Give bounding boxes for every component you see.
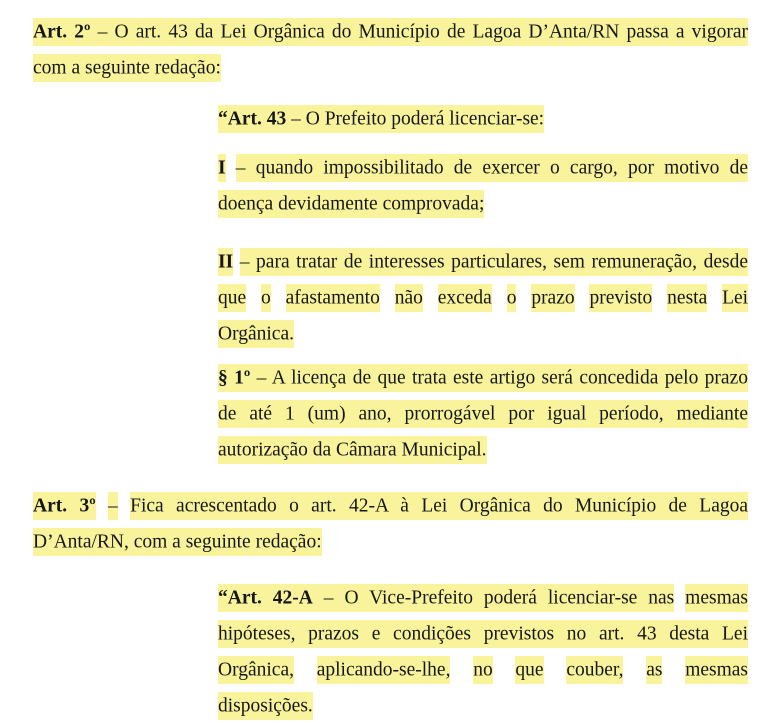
text-line — [218, 360, 748, 396]
highlighted-text: – — [108, 492, 118, 520]
text-line — [218, 280, 748, 316]
highlighted-text: autorização da Câmara Municipal. — [218, 436, 487, 464]
highlighted-word: couber, — [566, 656, 623, 684]
text-line — [33, 50, 748, 86]
highlighted-text: Fica acrescentado o art. 42-A à Lei Orgânica do Município de Lagoa — [130, 492, 748, 520]
text-line — [218, 396, 748, 432]
highlighted-word: previsto — [589, 284, 652, 312]
paragraph-art-3 — [33, 488, 748, 560]
text-line — [33, 524, 748, 560]
highlighted-text: disposições. — [218, 692, 313, 720]
text-line — [218, 652, 748, 688]
highlighted-word: não — [395, 284, 423, 312]
highlighted-text: Orgânica. — [218, 320, 294, 348]
highlighted-text: – quando impossibilitado de exercer o cargo, por motivo de — [236, 154, 748, 182]
highlighted-word: Orgânica, — [218, 656, 294, 684]
highlighted-text: – O Vice-Prefeito poderá licenciar-se nas — [313, 584, 674, 612]
highlighted-word: exceda — [438, 284, 492, 312]
highlighted-text: – O art. 43 da Lei Orgânica do Município de Lagoa D’Anta/RN passa a vigorar — [90, 18, 748, 46]
highlighted-text: D’Anta/RN, com a seguinte redação: — [33, 528, 322, 556]
highlighted-word: as — [646, 656, 662, 684]
highlighted-lead-text: Art. 3º — [33, 492, 96, 520]
paragraph-inciso-i — [218, 150, 748, 222]
highlighted-text: – A licença de que trata este artigo será concedida pelo prazo — [250, 364, 748, 392]
paragraph-art-42a — [218, 580, 748, 723]
text-line — [33, 488, 748, 524]
text-line — [218, 316, 748, 352]
highlighted-word: Lei — [722, 284, 748, 312]
paragraph-art-43 — [218, 101, 748, 137]
highlighted-word: aplicando-se-lhe, — [317, 656, 451, 684]
highlighted-word: que — [515, 656, 543, 684]
highlighted-text: hipóteses, prazos e condições previstos no art. 43 desta Lei — [218, 620, 748, 648]
paragraph-art-2 — [33, 14, 748, 86]
highlighted-lead-text: Art. 2º — [33, 18, 90, 46]
highlighted-text: doença devidamente comprovada; — [218, 190, 484, 218]
highlighted-text: – O Prefeito poderá licenciar-se: — [286, 105, 544, 133]
text-line — [218, 432, 748, 468]
highlighted-text: de até 1 (um) ano, prorrogável por igual período, mediante — [218, 400, 748, 428]
text-line — [218, 186, 748, 222]
highlighted-word: no — [473, 656, 493, 684]
highlighted-word: o — [261, 284, 271, 312]
text-line — [218, 101, 748, 137]
text-line — [218, 244, 748, 280]
highlighted-lead-text: “Art. 42-A — [218, 584, 313, 612]
highlighted-word: prazo — [531, 284, 574, 312]
highlighted-text: com a seguinte redação: — [33, 54, 221, 82]
highlighted-lead-text: II — [218, 248, 233, 276]
text-line — [218, 616, 748, 652]
paragraph-paragrafo-1 — [218, 360, 748, 468]
highlighted-lead-text: “Art. 43 — [218, 105, 286, 133]
text-line — [218, 150, 748, 186]
text-line — [218, 580, 748, 616]
text-line — [218, 688, 748, 723]
highlighted-word: o — [507, 284, 517, 312]
highlighted-word: mesmas — [685, 656, 748, 684]
highlighted-text: – para tratar de interesses particulares, sem remuneração, desde — [240, 248, 748, 276]
highlighted-text: mesmas — [685, 584, 748, 612]
highlighted-word: que — [218, 284, 246, 312]
highlighted-word: afastamento — [286, 284, 380, 312]
highlighted-word: nesta — [667, 284, 707, 312]
highlighted-lead-text: I — [218, 154, 226, 182]
paragraph-inciso-ii — [218, 244, 748, 352]
highlighted-lead-text: § 1º — [218, 364, 250, 392]
text-line — [33, 14, 748, 50]
